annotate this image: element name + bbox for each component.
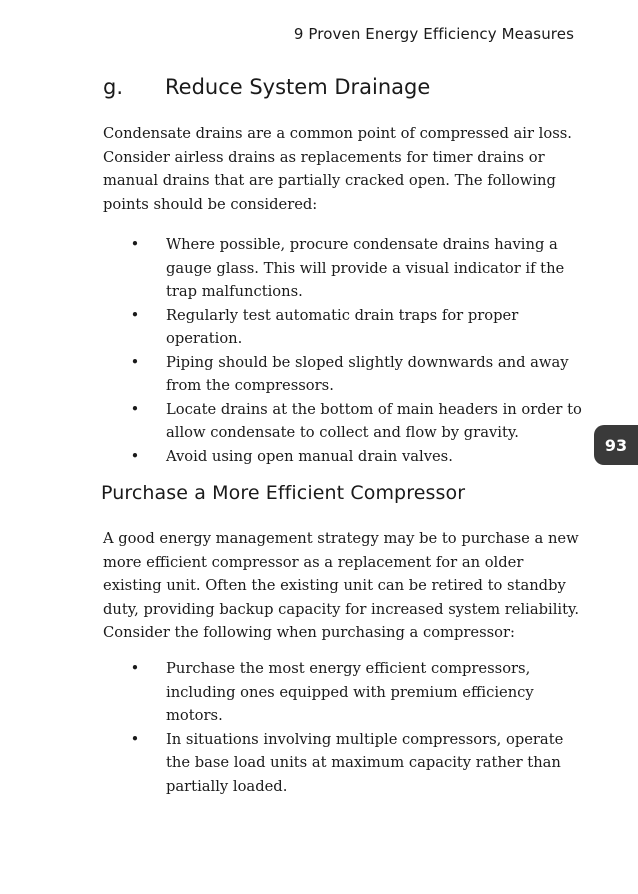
bullet-icon: • [130, 660, 140, 677]
list-item [103, 398, 583, 445]
list-item [103, 233, 583, 304]
list-item-text: Locate drains at the bottom of main headers in order to allow condensate to collect and flow by gravity. [166, 400, 582, 441]
list-item-text: Piping should be sloped slightly downwards and away from the compressors. [166, 353, 569, 394]
intro-paragraph: Condensate drains are a common point of compressed air loss. Consider airless drains as replacements for timer drains or manual drains that are partially cracked open. The following points should be considered: [103, 125, 572, 213]
list-item [103, 728, 583, 799]
bullet-icon: • [130, 400, 140, 418]
list-item-text: Where possible, procure condensate drains having a gauge glass. This will provide a visual indicator if the trap malfunctions. [166, 236, 565, 300]
bullet-icon: • [130, 447, 140, 465]
bullet-icon: • [130, 236, 140, 253]
subheading: Purchase a More Efficient Compressor [101, 482, 466, 504]
list-item [103, 657, 583, 728]
list-item [103, 445, 583, 469]
bullet-icon: • [130, 730, 140, 748]
list-item-text: Purchase the most energy efficient compressors, including ones equipped with premium efficiency motors. [166, 660, 534, 724]
list-item-text: Avoid using open manual drain valves. [166, 447, 453, 465]
section-letter: g. [103, 75, 124, 99]
bullet-icon: • [130, 306, 140, 324]
compressor-paragraph: A good energy management strategy may be to purchase a new more efficient compressor as a replacement for an older existing unit. Often the existing unit can be retired to standby duty, providing backup capacity for increased system reliability. Consider the following when purchasing a compressor: [103, 530, 580, 641]
list-item-text: Regularly test automatic drain traps for proper operation. [166, 306, 519, 347]
drainage-points-list [103, 233, 583, 468]
list-item-text: In situations involving multiple compressors, operate the base load units at maximum capacity rather than partially loaded. [166, 730, 564, 795]
compressor-points-list [103, 657, 583, 798]
section-heading [103, 75, 563, 99]
page-number: 93 [604, 435, 628, 455]
section-title: Reduce System Drainage [165, 75, 431, 99]
bullet-icon: • [130, 353, 140, 371]
running-header: 9 Proven Energy Efficiency Measures [293, 25, 574, 43]
list-item [103, 304, 583, 351]
page-number-tab [594, 425, 638, 465]
list-item [103, 351, 583, 398]
